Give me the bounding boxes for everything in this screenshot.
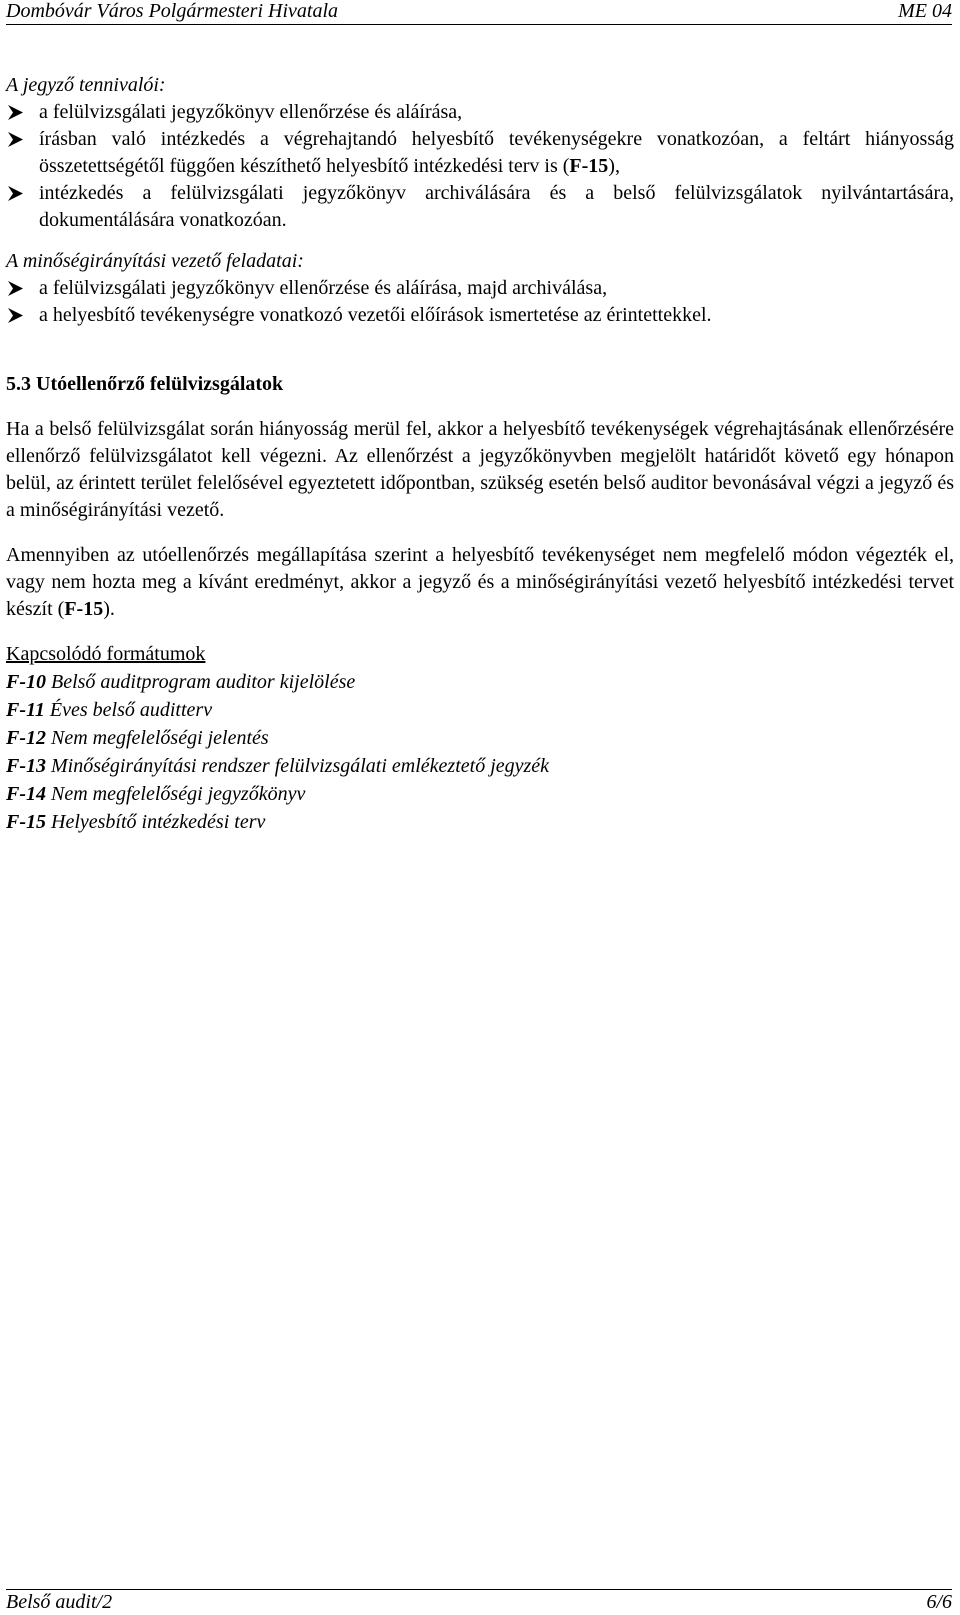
- quality-manager-tasks-list: [6, 275, 954, 329]
- header-document-code: ME 04: [898, 0, 952, 22]
- related-formats-list: [6, 668, 954, 836]
- notary-tasks-list: [6, 99, 954, 234]
- list-item: [6, 696, 954, 724]
- list-item: [6, 180, 954, 234]
- form-name: Éves belső auditterv: [44, 699, 213, 721]
- page-content: [6, 72, 954, 836]
- list-item: [6, 99, 954, 126]
- form-name: Minőségirányítási rendszer felülvizsgálati emlékeztető jegyzék: [46, 755, 550, 777]
- list-item-text: írásban való intézkedés a végrehajtandó helyesbítő tevékenységekre vonatkozóan, a feltárt hiányosság összetettségétől függően készíthető helyesbítő intézkedési terv is (: [39, 128, 954, 177]
- section-heading: 5.3 Utóellenőrző felülvizsgálatok: [6, 373, 284, 395]
- arrowhead-bullet-icon: [7, 126, 24, 148]
- form-name: Belső auditprogram auditor kijelölése: [46, 671, 356, 693]
- form-name: Helyesbítő intézkedési terv: [46, 811, 266, 833]
- list-item-text: a helyesbítő tevékenységre vonatkozó vezetői előírások ismertetése az érintettekkel.: [39, 304, 712, 326]
- page-header: [6, 0, 952, 25]
- section-paragraph-1: Ha a belső felülvizsgálat során hiányosság merül fel, akkor a helyesbítő tevékenységek végrehajtásának ellenőrzésére ellenőrző felülvizsgálatot kell végezni. Az ellenőrzést a jegyzőkönyvben megjelölt határidőt követő egy hónapon belül, az érintett terület felelősével egyeztetett időpontban, szükség esetén belső auditor bevonásával végzi a jegyző és a minőségirányítási vezető.: [6, 418, 954, 521]
- paragraph-text: Amennyiben az utóellenőrzés megállapítása szerint a helyesbítő tevékenységet nem megfelelő módon végezték el, vagy nem hozta meg a kívánt eredményt, akkor a jegyző és a minőségirányítási vezető helyesbítő intézkedési tervet készít (: [6, 544, 954, 620]
- footer-document-name: Belső audit/2: [6, 1591, 113, 1613]
- list-item-text: intézkedés a felülvizsgálati jegyzőkönyv archiválására és a belső felülvizsgálatok nyilvántartására, dokumentálására vonatkozóan.: [39, 182, 954, 231]
- header-organization: Dombóvár Város Polgármesteri Hivatala: [6, 0, 339, 22]
- form-reference: F-15: [569, 155, 609, 177]
- list-item: [6, 780, 954, 808]
- section-paragraph-2: [6, 542, 954, 623]
- list-item-text: a felülvizsgálati jegyzőkönyv ellenőrzése és aláírása,: [39, 101, 463, 123]
- list-item: [6, 808, 954, 836]
- form-code: F-10: [6, 671, 46, 693]
- list-item: [6, 724, 954, 752]
- arrowhead-bullet-icon: [7, 302, 24, 324]
- form-code: F-14: [6, 783, 46, 805]
- quality-manager-tasks-title: A minőségirányítási vezető feladatai:: [6, 250, 304, 272]
- form-reference: F-15: [64, 598, 104, 620]
- list-item-text-end: ),: [608, 155, 620, 177]
- form-code: F-15: [6, 811, 46, 833]
- form-code: F-12: [6, 727, 46, 749]
- page-footer: [6, 1589, 952, 1615]
- form-code: F-11: [6, 699, 45, 721]
- arrowhead-bullet-icon: [7, 180, 24, 202]
- footer-page-number: 6/6: [926, 1591, 952, 1613]
- form-name: Nem megfelelőségi jegyzőkönyv: [46, 783, 306, 805]
- arrowhead-bullet-icon: [7, 99, 24, 121]
- paragraph-text-end: ).: [103, 598, 115, 620]
- list-item: [6, 126, 954, 180]
- arrowhead-bullet-icon: [7, 275, 24, 297]
- list-item: [6, 302, 954, 329]
- form-name: Nem megfelelőségi jelentés: [46, 727, 269, 749]
- list-item: [6, 668, 954, 696]
- form-code: F-13: [6, 755, 46, 777]
- related-formats-title: Kapcsolódó formátumok: [6, 643, 206, 665]
- list-item: [6, 752, 954, 780]
- list-item: [6, 275, 954, 302]
- notary-tasks-title: A jegyző tennivalói:: [6, 74, 166, 96]
- list-item-text: a felülvizsgálati jegyzőkönyv ellenőrzése és aláírása, majd archiválása,: [39, 277, 608, 299]
